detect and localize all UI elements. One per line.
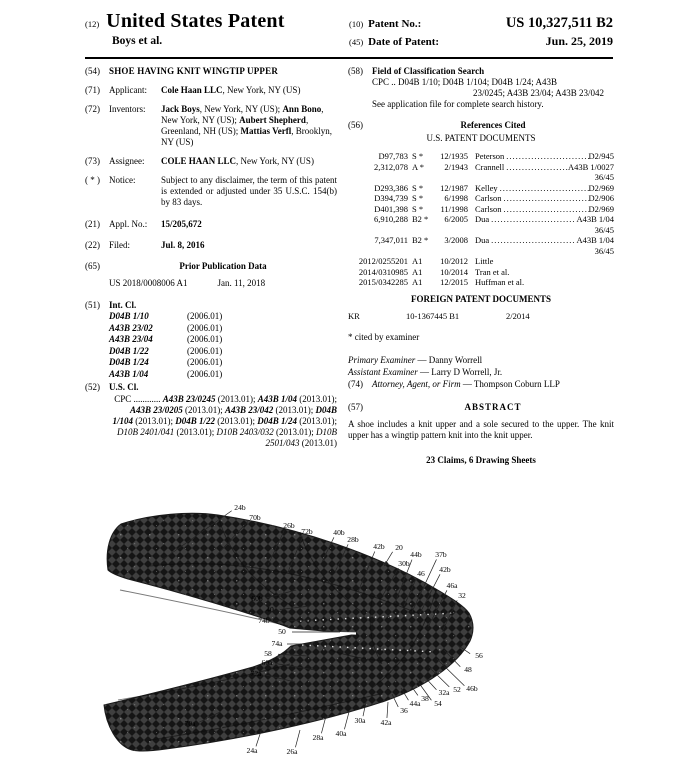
figure-reference-label: 38 xyxy=(421,693,429,703)
field-number: (57) xyxy=(348,401,363,412)
invention-title: SHOE HAVING KNIT WINGTIP UPPER xyxy=(109,66,279,76)
us-ref-row-continuation: 36/45 xyxy=(594,172,614,182)
field-label: Inventors: xyxy=(109,104,146,114)
field-label: Appl. No.: xyxy=(109,219,148,229)
field-label: Applicant: xyxy=(109,85,147,95)
field-number: (22) xyxy=(85,240,100,250)
figure-reference-label: 32a xyxy=(438,687,450,697)
figure-reference-label: 42a xyxy=(380,717,392,727)
figure-reference-label: 52 xyxy=(453,684,461,694)
figure-reference-label: 36 xyxy=(400,705,408,715)
figure-reference-label: 44a xyxy=(409,698,421,708)
claims-drawing-sheets-line: 23 Claims, 6 Drawing Sheets xyxy=(426,454,536,465)
field-number: (71) xyxy=(85,85,100,95)
int-cl-row: D04B 1/10 (2006.01) xyxy=(109,311,223,321)
figure-reference-label: 60a xyxy=(261,657,273,667)
figure-reference-label: 48 xyxy=(464,664,472,674)
figure-reference-label: 40a xyxy=(335,728,347,738)
field-number: (73) xyxy=(85,156,100,166)
us-ref-row: 2015/0342285 A1 12/2015 Huffman et al. xyxy=(358,277,525,287)
foreign-ref-row: KR 10-1367445 B1 2/2014 xyxy=(348,310,530,321)
figure-reference-label: 42b xyxy=(373,541,385,551)
figure-reference-label: 44b xyxy=(410,549,422,559)
us-ref-row: D394,739 S * 6/1998 Carlson ..... D2/906 xyxy=(348,193,614,204)
figure-reference-label: 40 xyxy=(266,604,274,614)
field-number: (65) xyxy=(85,261,100,271)
foreign-patent-documents-heading: FOREIGN PATENT DOCUMENTS xyxy=(410,293,551,304)
patent-no-label: Patent No.: xyxy=(368,18,422,30)
applicant-value: Cole Haan LLC, New York, NY (US) xyxy=(161,85,301,95)
figure-reference-label: 26b xyxy=(283,520,295,530)
figure-reference-label: 70a xyxy=(184,718,196,728)
us-ref-row: 2012/0255201 A1 10/2012 Little xyxy=(358,256,494,266)
field-label: Notice: xyxy=(109,175,136,185)
us-ref-row: D293,386 S * 12/1987 Kelley ..... D2/969 xyxy=(348,183,614,194)
figure-reference-label: 70b xyxy=(249,512,261,522)
us-ref-row: D97,783 S * 12/1935 Peterson ..... D2/945 xyxy=(348,151,614,162)
attorney-value: Attorney, Agent, or Firm — Thompson Coburn LLP xyxy=(372,378,560,389)
field-number: (56) xyxy=(348,120,363,130)
prior-publication-number: US 2018/0008006 A1 xyxy=(109,278,188,288)
prior-publication-date: Jan. 11, 2018 xyxy=(217,278,266,288)
int-cl-row: D04B 1/24 (2006.01) xyxy=(109,357,223,367)
cited-by-examiner-note: * cited by examiner xyxy=(348,331,420,342)
figure-reference-label: 37b xyxy=(435,549,447,559)
leader-line xyxy=(295,730,300,747)
date-of-patent: Jun. 25, 2019 xyxy=(545,34,613,48)
figure-reference-label: 72a xyxy=(250,668,262,678)
first-named-inventor: Boys et al. xyxy=(112,35,163,47)
references-cited-heading: References Cited xyxy=(460,120,526,130)
us-ref-row: 2,312,078 A * 2/1943 Crannell ..... A43B 1/0027 xyxy=(348,162,614,173)
figure-reference-label: 74b xyxy=(258,615,270,625)
figure-reference-label: 72b xyxy=(301,526,313,536)
int-cl-row: A43B 1/04 (2006.01) xyxy=(109,368,223,379)
abstract-heading: ABSTRACT xyxy=(464,401,522,412)
us-ref-row: 7,347,011 B2 * 3/2008 Dua ..... A43B 1/04 xyxy=(348,235,614,246)
field-number: (54) xyxy=(85,66,100,76)
leader-line xyxy=(344,712,349,729)
us-ref-row: 6,910,288 B2 * 6/2005 Dua ..... A43B 1/04 xyxy=(348,214,614,225)
cpc-classifications: CPC ............ A43B 23/0245 (2013.01); A43B 1/04 (2013.01); A43B 23/0205 (2013.01); A43B 23/042 (2013.01); D04B 1/104 (2013.01); D04B 1/22 (2013.01); D04B 1/24 (2013.01); D10B 2401/041 (2013.01); D10B 2403/032 (2013.01); D10B 2501/043 (2013.01) xyxy=(112,394,337,448)
figure-reference-label: 26a xyxy=(286,746,298,756)
us-ref-row-continuation: 36/45 xyxy=(594,245,614,256)
int-cl-row: D04B 1/22 (2006.01) xyxy=(109,345,223,356)
date-of-patent-label: Date of Patent: xyxy=(368,36,440,48)
fcs-heading: Field of Classification Search xyxy=(372,66,485,76)
inventors-value: Jack Boys, New York, NY (US); Ann Bono, New York, NY (US); Aubert Shepherd, Greenland, NH (US); Mattias Verfl, Brooklyn, NY (US) xyxy=(161,104,332,147)
abstract-text: A shoe includes a knit upper and a sole secured to the upper. The knit upper has a wingtip pattern knit into the knit upper. xyxy=(348,418,614,440)
us-ref-row: D401,398 S * 11/1998 Carlson ..... D2/969 xyxy=(348,204,614,215)
application-number: 15/205,672 xyxy=(161,219,202,229)
field-number: (74) xyxy=(348,378,363,389)
field-number: (51) xyxy=(85,300,100,310)
figure-reference-label: 54 xyxy=(434,698,442,708)
field-number: (72) xyxy=(85,104,100,114)
patent-number: US 10,327,511 B2 xyxy=(505,15,613,31)
int-cl-heading: Int. Cl. xyxy=(109,300,137,310)
document-title: United States Patent xyxy=(106,10,285,32)
assignee-value: COLE HAAN LLC, New York, NY (US) xyxy=(161,156,314,166)
figure-reference-label: 24b xyxy=(234,502,246,512)
figure-reference-label: 58 xyxy=(264,648,272,658)
figure-reference-label: 30a xyxy=(354,715,366,725)
us-cl-heading: U.S. Cl. xyxy=(109,382,139,392)
us-ref-row-continuation: 36/45 xyxy=(594,224,614,235)
figure-reference-label: 40b xyxy=(333,527,345,537)
inid-code-12: (12) xyxy=(85,19,100,29)
figure-reference-label: 28b xyxy=(347,534,359,544)
figure-reference-label: 20 xyxy=(395,542,403,552)
figure-reference-label: 46b xyxy=(466,683,478,693)
figure-reference-label: 24a xyxy=(246,745,258,755)
field-label: Assignee: xyxy=(109,156,145,166)
fcs-line-2: 23/0245; A43B 23/04; A43B 23/042 xyxy=(472,88,604,98)
field-number: (52) xyxy=(85,382,100,392)
primary-examiner: Primary Examiner — Danny Worrell xyxy=(348,354,483,365)
us-patent-documents-heading: U.S. PATENT DOCUMENTS xyxy=(426,133,536,143)
figure-reference-label: 32 xyxy=(458,590,466,600)
field-number: (21) xyxy=(85,219,100,229)
inid-code-45: (45) xyxy=(349,37,364,47)
figure-reference-label: 50 xyxy=(278,626,286,636)
figure-reference-label: 30b xyxy=(398,558,410,568)
int-cl-row: A43B 23/02 (2006.01) xyxy=(109,322,223,333)
figure-reference-label: 28a xyxy=(312,732,324,742)
figure-reference-label: 56 xyxy=(475,650,483,660)
figure-reference-label: 46 xyxy=(417,568,425,578)
notice-text: Subject to any disclaimer, the term of this patent is extended or adjusted under 35 U.S.C. 154(b) by 83 days. xyxy=(161,175,337,207)
prior-publication-heading: Prior Publication Data xyxy=(179,261,267,271)
fcs-line-3: See application file for complete search history. xyxy=(372,99,544,109)
us-ref-row: 2014/0310985 A1 10/2014 Tran et al. xyxy=(358,266,510,277)
figure-reference-label: 60b xyxy=(251,593,263,603)
field-label: Filed: xyxy=(109,240,131,250)
field-number: ( * ) xyxy=(85,175,100,185)
inid-code-10: (10) xyxy=(349,19,364,29)
assistant-examiner: Assistant Examiner — Larry D Worrell, Jr. xyxy=(348,366,503,377)
leader-line xyxy=(387,702,388,718)
figure-reference-label: 46a xyxy=(446,580,458,590)
int-cl-row: A43B 23/04 (2006.01) xyxy=(109,334,223,344)
field-number: (58) xyxy=(348,66,363,76)
figure-reference-label: 74a xyxy=(271,638,283,648)
fcs-line-1: CPC .. D04B 1/10; D04B 1/104; D04B 1/24; A43B xyxy=(372,77,558,87)
figure-reference-label: 42b xyxy=(439,564,451,574)
filing-date: Jul. 8, 2016 xyxy=(161,240,205,250)
